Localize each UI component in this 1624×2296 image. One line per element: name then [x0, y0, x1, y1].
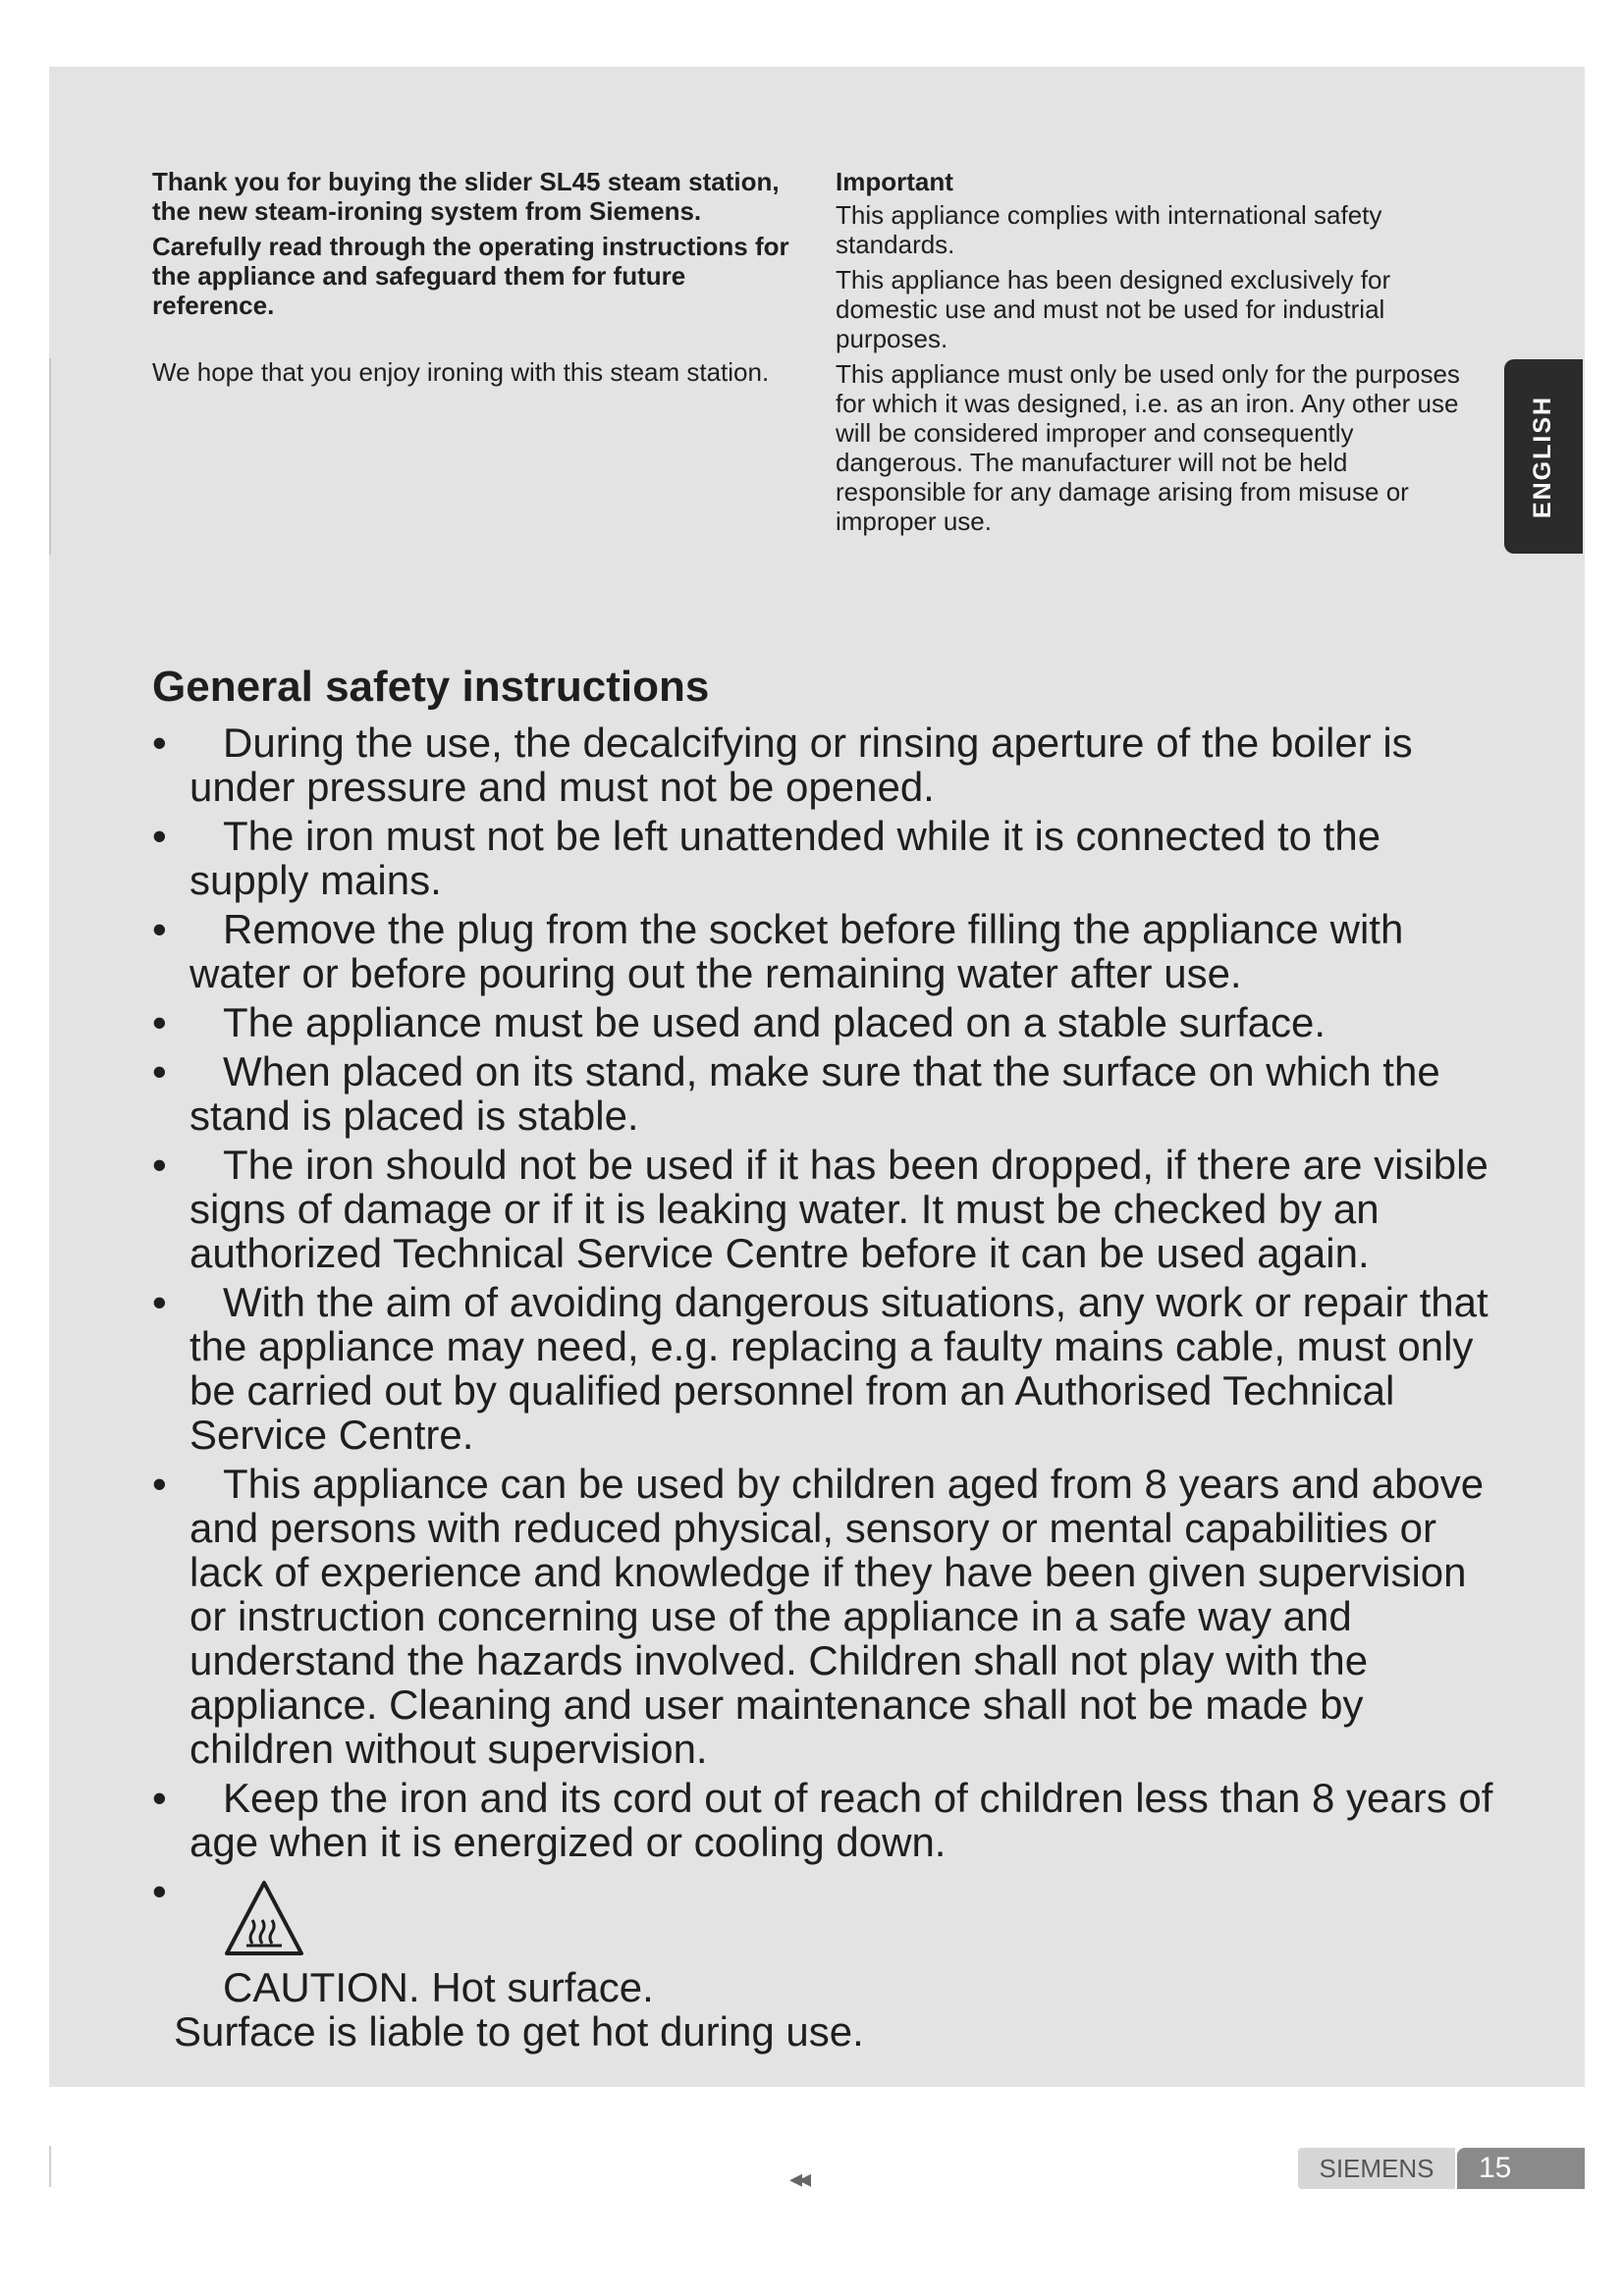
safety-item-text: Remove the plug from the socket before filling the appliance with water or before pouring out the remaining water after use.: [189, 906, 1404, 996]
safety-section: [152, 660, 1507, 2058]
safety-item: [152, 1280, 1507, 1457]
bullet-mark: •: [152, 906, 167, 952]
bullet-mark: •: [152, 1142, 167, 1188]
safety-item-text: During the use, the decalcifying or rinsing aperture of the boiler is under pressure and must not be opened.: [189, 720, 1413, 810]
safety-item-text: With the aim of avoiding dangerous situations, any work or repair that the appliance may need, e.g. replacing a faulty mains cable, must only be carried out by qualified personnel from an Authorised Technical Service Centre.: [189, 1279, 1489, 1458]
bullet-mark: •: [152, 720, 167, 766]
caution-text-block: [174, 1964, 1507, 2055]
caution-item: [152, 1869, 1507, 2054]
margin-rule-footer: [49, 2146, 51, 2187]
bullet-mark: •: [152, 1461, 167, 1507]
bullet-mark: •: [152, 1868, 167, 1914]
safety-item-text: The iron must not be left unattended while it is connected to the supply mains.: [189, 813, 1381, 903]
bullet-mark: •: [152, 999, 167, 1045]
language-tab-label: ENGLISH: [1529, 395, 1557, 518]
safety-item-text: The iron should not be used if it has been dropped, if there are visible signs of damage or if it is leaking water. It must be checked by an authorized Technical Service Centre before it can be used again.: [189, 1142, 1489, 1276]
important-section: [836, 167, 1474, 542]
caution-text: Surface is liable to get hot during use.: [174, 2008, 864, 2055]
important-paragraph: This appliance has been designed exclusively for domestic use and must not be used for industrial purposes.: [836, 265, 1391, 353]
safety-item-text: The appliance must be used and placed on a stable surface.: [223, 999, 1326, 1045]
safety-item: [152, 907, 1507, 995]
safety-item: [152, 1776, 1507, 1864]
safety-item: [152, 1462, 1507, 1771]
page-number: 15: [1457, 2148, 1585, 2189]
bullet-mark: •: [152, 1048, 167, 1095]
caution-title: CAUTION. Hot surface.: [223, 1964, 654, 2010]
safety-item: [152, 1000, 1507, 1044]
bullet-mark: •: [152, 1279, 167, 1325]
safety-item: [152, 1143, 1507, 1275]
safety-heading: General safety instructions: [152, 663, 710, 711]
language-tab: [1504, 359, 1583, 554]
safety-item: [152, 721, 1507, 809]
hot-surface-warning-icon: [223, 1879, 305, 1957]
caution-row: [174, 1869, 1507, 2055]
safety-item: [152, 814, 1507, 902]
safety-item-text: When placed on its stand, make sure that the surface on which the stand is placed is stable.: [189, 1048, 1440, 1139]
bullet-mark: •: [152, 1775, 167, 1821]
intro-section: [152, 167, 800, 387]
intro-hope: We hope that you enjoy ironing with this steam station.: [152, 357, 770, 387]
intro-thanks: Thank you for buying the slider SL45 steam station, the new steam-ironing system from Siemens.: [152, 167, 780, 226]
safety-item-text: This appliance can be used by children aged from 8 years and above and persons with reduced physical, sensory or mental capabilities or lack of experience and knowledge if they have been given supervision or instruction concerning use of the appliance in a safe way and understand the hazards involved. Children shall not play with the appliance. Cleaning and user maintenance shall not be made by children without supervision.: [189, 1461, 1485, 1772]
bullet-mark: •: [152, 813, 167, 859]
safety-item: [152, 1049, 1507, 1138]
footer-brand: SIEMENS: [1298, 2148, 1455, 2189]
important-heading: Important: [836, 167, 953, 196]
intro-read-instructions: Carefully read through the operating instructions for the appliance and safeguard them for future reference.: [152, 232, 789, 320]
margin-rule: [49, 358, 51, 555]
previous-page-arrows-icon[interactable]: ◂◂: [789, 2163, 808, 2193]
safety-list: [152, 721, 1507, 2054]
important-paragraph: This appliance must only be used only for the purposes for which it was designed, i.e. as an iron. Any other use will be considered improper and consequently dangerous. The manufacturer will not be held responsible for any damage arising from misuse or improper use.: [836, 359, 1460, 536]
safety-item-text: Keep the iron and its cord out of reach of children less than 8 years of age when it is energized or cooling down.: [189, 1775, 1493, 1865]
important-paragraph: This appliance complies with international safety standards.: [836, 200, 1382, 259]
